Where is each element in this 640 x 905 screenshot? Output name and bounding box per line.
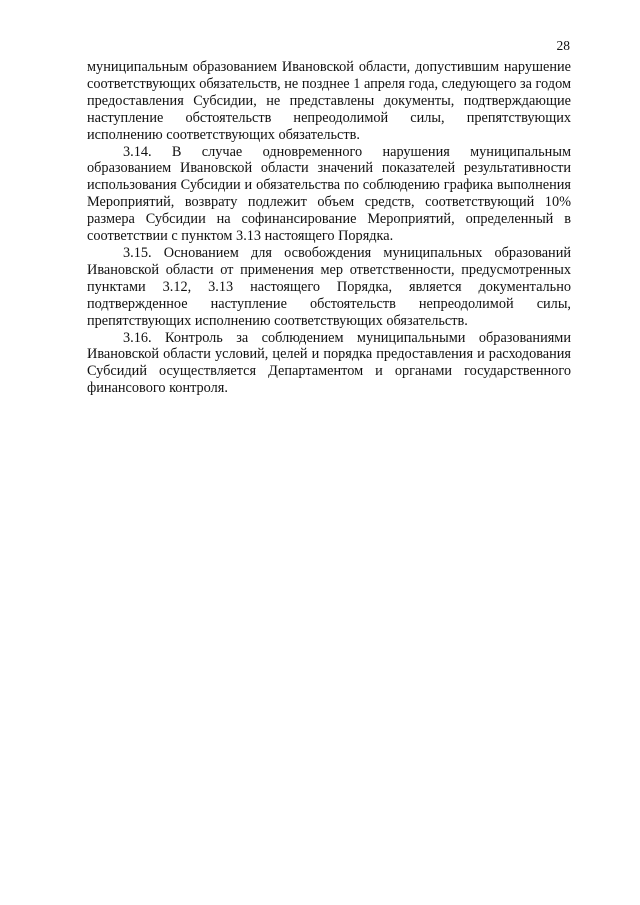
document-body [87, 59, 571, 397]
paragraph-3-14: 3.14. В случае одновременного нарушения муниципальным образованием Ивановской области значений показателей результативности использования Субсидии и обязательства по соблюдению графика выполнения Мероприятий, возврату подлежит объем средств, соответствующий 10% размера Субсидии на софинансирование Мероприятий, определенный в соответствии с пунктом 3.13 настоящего Порядка. [87, 143, 571, 245]
paragraph-3-15: 3.15. Основанием для освобождения муниципальных образований Ивановской области от применения мер ответственности, предусмотренных пунктами 3.12, 3.13 настоящего Порядка, является документально подтвержденное наступление обстоятельств непреодолимой силы, препятствующих исполнению соответствующих обязательств. [87, 244, 571, 329]
paragraph-3-16: 3.16. Контроль за соблюдением муниципальными образованиями Ивановской области условий, целей и порядка предоставления и расходования Субсидий осуществляется Департаментом и органами государственного финансового контроля. [87, 329, 571, 397]
page-number: 28 [556, 38, 570, 53]
paragraph-continuation: муниципальным образованием Ивановской области, допустившим нарушение соответствующих обязательств, не позднее 1 апреля года, следующего за годом предоставления Субсидии, не представлены документы, подтверждающие наступление обстоятельств непреодолимой силы, препятствующих исполнению соответствующих обязательств. [87, 59, 571, 143]
